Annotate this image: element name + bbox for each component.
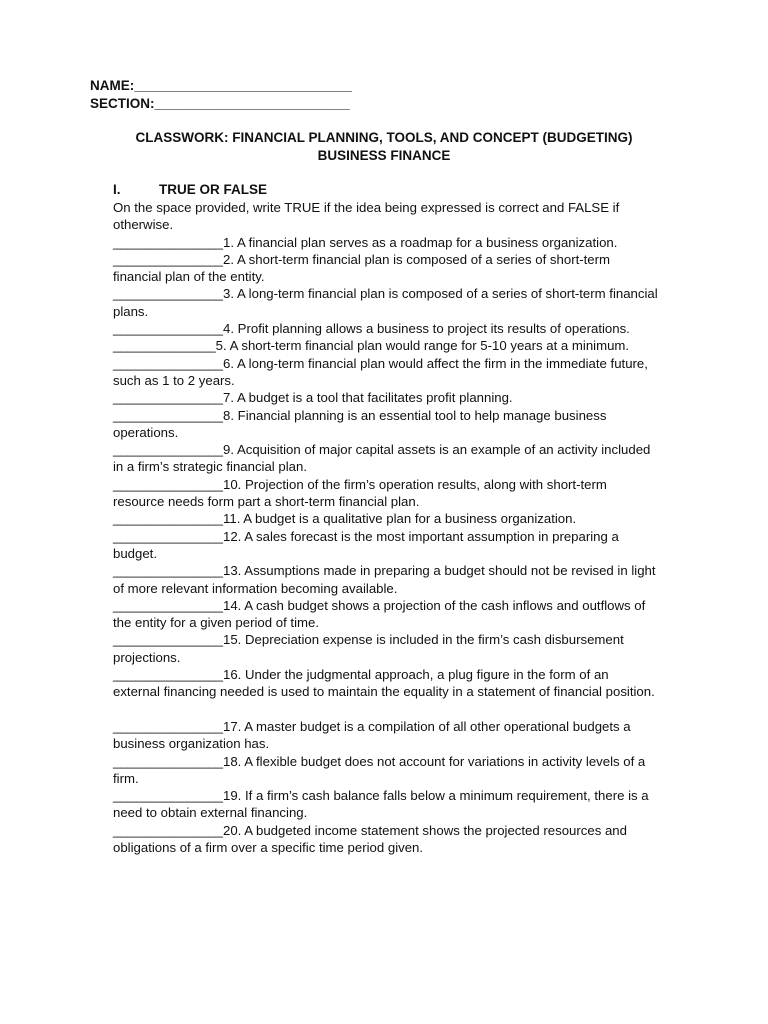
question-item: _______________7. A budget is a tool that facilitates profit planning. <box>113 390 513 406</box>
question-item: _______________12. A sales forecast is the most important assumption in preparing a budget. <box>113 528 619 561</box>
question-item: _______________6. A long-term financial plan would affect the firm in the immediate future, such as 1 to 2 years. <box>113 355 648 388</box>
section-field-line: SECTION:__________________________ <box>90 96 350 111</box>
question-item: _______________9. Acquisition of major capital assets is an example of an activity included in a firm’s strategic financial plan. <box>113 442 651 475</box>
question-item: _______________10. Projection of the firm’s operation results, along with short-term resource needs form part a short-term financial plan. <box>113 476 607 510</box>
part-heading-label: TRUE OR FALSE <box>159 182 268 197</box>
worksheet-title: CLASSWORK: FINANCIAL PLANNING, TOOLS, AND CONCEPT (BUDGETING) <box>135 130 633 145</box>
question-item: _______________20. A budgeted income statement shows the projected resources and obligations of a firm over a specific time period given. <box>113 822 627 855</box>
question-item: _______________8. Financial planning is an essential tool to help manage business operations. <box>113 407 607 440</box>
question-item: _______________19. If a firm’s cash balance falls below a minimum requirement, there is a need to obtain external financing. <box>113 788 649 821</box>
question-item: _______________2. A short-term financial plan is composed of a series of short-term financial plan of the entity. <box>113 251 611 285</box>
question-item: _______________18. A flexible budget does not account for variations in activity levels of a firm. <box>113 753 646 786</box>
question-item: _______________14. A cash budget shows a projection of the cash inflows and outflows of the entity for a given period of time. <box>113 597 646 631</box>
name-field-line: NAME:_____________________________ <box>90 78 352 93</box>
question-item: _______________15. Depreciation expense is included in the firm’s cash disbursement projections. <box>113 632 624 665</box>
instructions: On the space provided, write TRUE if the idea being expressed is correct and FALSE if otherwise. <box>113 200 620 233</box>
part-numeral: I. <box>113 182 121 197</box>
worksheet-subtitle: BUSINESS FINANCE <box>317 148 451 163</box>
part-heading <box>113 182 267 197</box>
question-item: _______________11. A budget is a qualitative plan for a business organization. <box>113 511 577 527</box>
question-item: _______________13. Assumptions made in preparing a budget should not be revised in light of more relevant information becoming available. <box>113 563 656 596</box>
question-list <box>113 199 658 856</box>
question-item: _______________16. Under the judgmental approach, a plug figure in the form of an external financing needed is used to maintain the equality in a statement of financial position. <box>113 667 655 700</box>
question-item: _______________4. Profit planning allows a business to project its results of operations. <box>113 321 630 337</box>
question-item: ______________5. A short-term financial plan would range for 5-10 years at a minimum. <box>113 338 630 354</box>
question-item: _______________1. A financial plan serves as a roadmap for a business organization. <box>113 234 618 250</box>
spacer <box>113 701 658 718</box>
question-item: _______________3. A long-term financial plan is composed of a series of short-term financial plans. <box>113 286 658 319</box>
question-item: _______________17. A master budget is a compilation of all other operational budgets a business organization has. <box>113 718 631 752</box>
